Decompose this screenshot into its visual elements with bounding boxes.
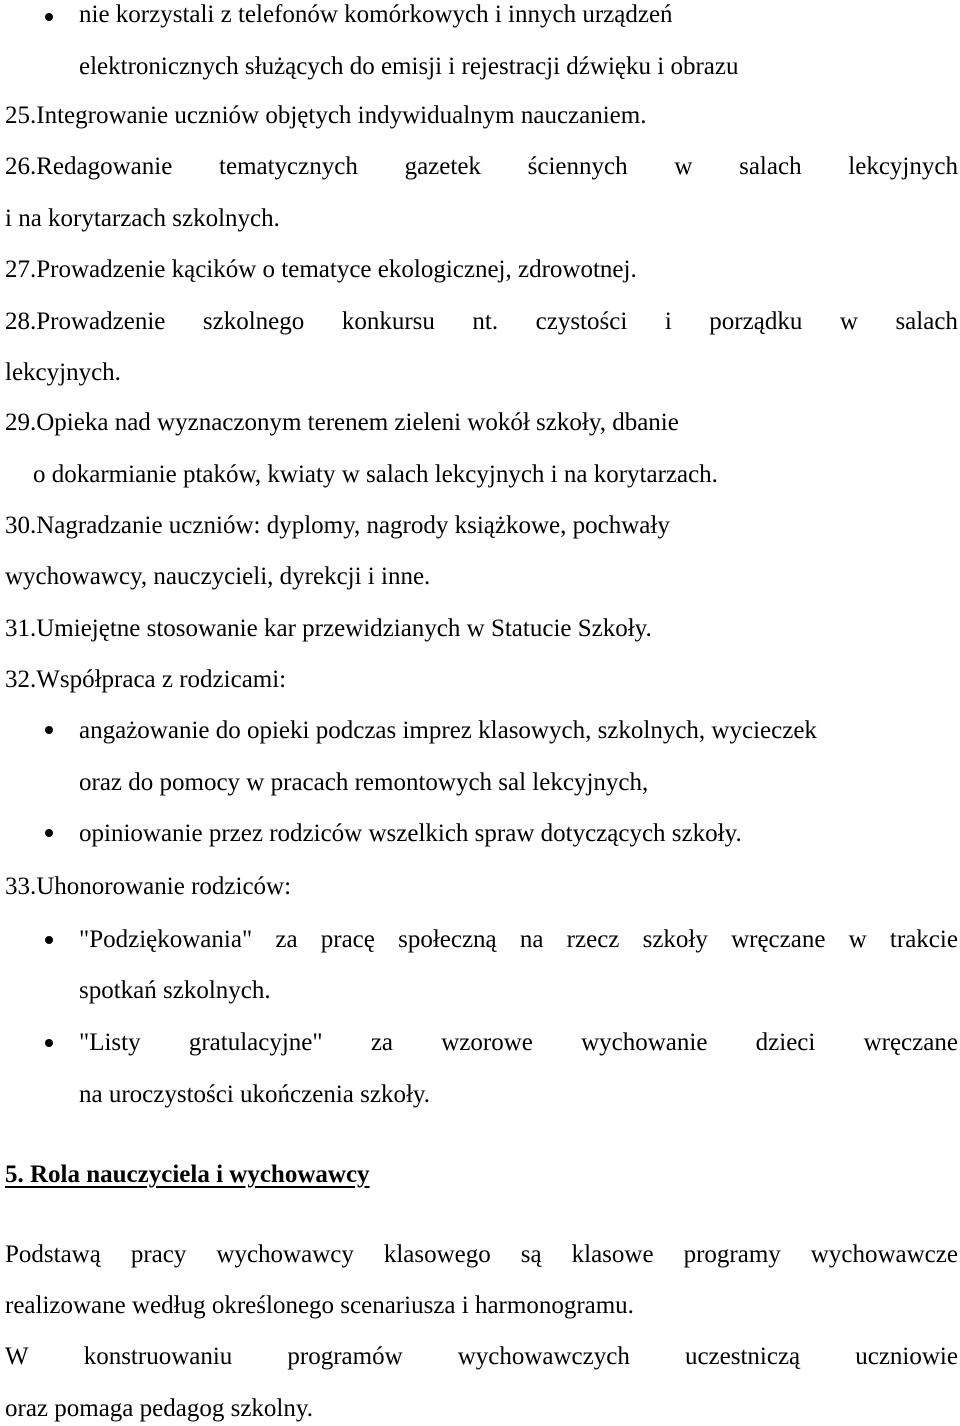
word: wychowawczych: [457, 1343, 630, 1370]
word: gazetek: [404, 153, 481, 180]
word: czystości: [535, 308, 628, 335]
word: wzorowe: [441, 1029, 533, 1056]
list-item-25: 25.Integrowanie uczniów objętych indywidualnym nauczaniem.: [5, 102, 647, 129]
word: wychowawcy: [216, 1241, 354, 1268]
word: W: [5, 1343, 29, 1370]
text-line: o dokarmianie ptaków, kwiaty w salach lekcyjnych i na korytarzach.: [33, 461, 718, 488]
word: i: [664, 308, 672, 335]
text-line: spotkań szkolnych.: [79, 977, 271, 1004]
word: wychowawcze: [810, 1241, 958, 1268]
word: "Podziękowania": [79, 926, 253, 953]
word: klasowe: [571, 1241, 654, 1268]
bullet-marker: [45, 829, 53, 837]
word: 26.Redagowanie: [5, 153, 173, 180]
word: klasowego: [383, 1241, 491, 1268]
word: "Listy: [79, 1029, 141, 1056]
word: salach: [895, 308, 958, 335]
word: uczniowie: [855, 1343, 958, 1370]
word: wręczane: [863, 1029, 958, 1056]
word: konstruowaniu: [83, 1343, 233, 1370]
word: za: [370, 1029, 394, 1056]
paragraph-line: [5, 1342, 958, 1372]
paragraph-line: [5, 1240, 958, 1270]
word: nt.: [472, 308, 499, 335]
text-line: elektronicznych służących do emisji i rejestracji dźwięku i obrazu: [79, 53, 739, 80]
text-line: lekcyjnych.: [5, 359, 121, 386]
word: konkursu: [341, 308, 435, 335]
bullet-marker: [45, 13, 53, 21]
word: gratulacyjne": [188, 1029, 323, 1056]
word: pracę: [320, 926, 375, 953]
word: uczestniczą: [684, 1343, 801, 1370]
word: 28.Prowadzenie: [5, 308, 166, 335]
word: wręczane: [731, 926, 826, 953]
text-line: oraz do pomocy w pracach remontowych sal lekcyjnych,: [79, 769, 649, 796]
word: programy: [683, 1241, 781, 1268]
text-line: opiniowanie przez rodziców wszelkich spraw dotyczących szkoły.: [79, 820, 742, 847]
bullet-marker: [45, 1039, 53, 1047]
paragraph-line: oraz pomaga pedagog szkolny.: [5, 1395, 313, 1422]
text-line: angażowanie do opieki podczas imprez klasowych, szkolnych, wycieczek: [79, 717, 817, 744]
word: pracy: [130, 1241, 187, 1268]
text-line: [79, 1028, 958, 1058]
list-item-32: 32.Współpraca z rodzicami:: [5, 666, 287, 693]
word: trakcie: [889, 926, 958, 953]
list-item-31: 31.Umiejętne stosowanie kar przewidzianych w Statucie Szkoły.: [5, 615, 652, 642]
list-item-27: 27.Prowadzenie kącików o tematyce ekologicznej, zdrowotnej.: [5, 256, 637, 283]
word: salach: [739, 153, 802, 180]
text-line: i na korytarzach szkolnych.: [5, 205, 280, 232]
text-line: [79, 925, 958, 955]
word: w: [674, 153, 693, 180]
text-line: wychowawcy, nauczycieli, dyrekcji i inne.: [5, 563, 431, 590]
text-line: na uroczystości ukończenia szkoły.: [79, 1081, 431, 1108]
list-item-30: 30.Nagradzanie uczniów: dyplomy, nagrody książkowe, pochwały: [5, 512, 670, 539]
text-line: nie korzystali z telefonów komórkowych i innych urządzeń: [79, 1, 673, 28]
word: na: [519, 926, 544, 953]
word: są: [520, 1241, 542, 1268]
word: za: [275, 926, 298, 953]
word: wychowanie: [581, 1029, 708, 1056]
word: społeczną: [398, 926, 497, 953]
section-heading: 5. Rola nauczyciela i wychowawcy: [5, 1161, 370, 1188]
word: w: [848, 926, 867, 953]
word: Podstawą: [5, 1241, 101, 1268]
word: rzecz: [566, 926, 620, 953]
word: szkolnego: [202, 308, 305, 335]
bullet-marker: [45, 936, 53, 944]
word: tematycznych: [219, 153, 358, 180]
list-item-26: [5, 152, 958, 182]
word: dzieci: [755, 1029, 816, 1056]
word: w: [839, 308, 858, 335]
list-item-29: 29.Opieka nad wyznaczonym terenem zieleni wokół szkoły, dbanie: [5, 409, 679, 436]
list-item-28: [5, 307, 958, 337]
word: porządku: [709, 308, 803, 335]
word: lekcyjnych: [848, 153, 958, 180]
word: szkoły: [642, 926, 708, 953]
list-item-33: 33.Uhonorowanie rodziców:: [5, 873, 292, 900]
bullet-marker: [45, 726, 53, 734]
word: ściennych: [527, 153, 628, 180]
word: programów: [287, 1343, 403, 1370]
paragraph-line: realizowane według określonego scenariusza i harmonogramu.: [5, 1292, 634, 1319]
